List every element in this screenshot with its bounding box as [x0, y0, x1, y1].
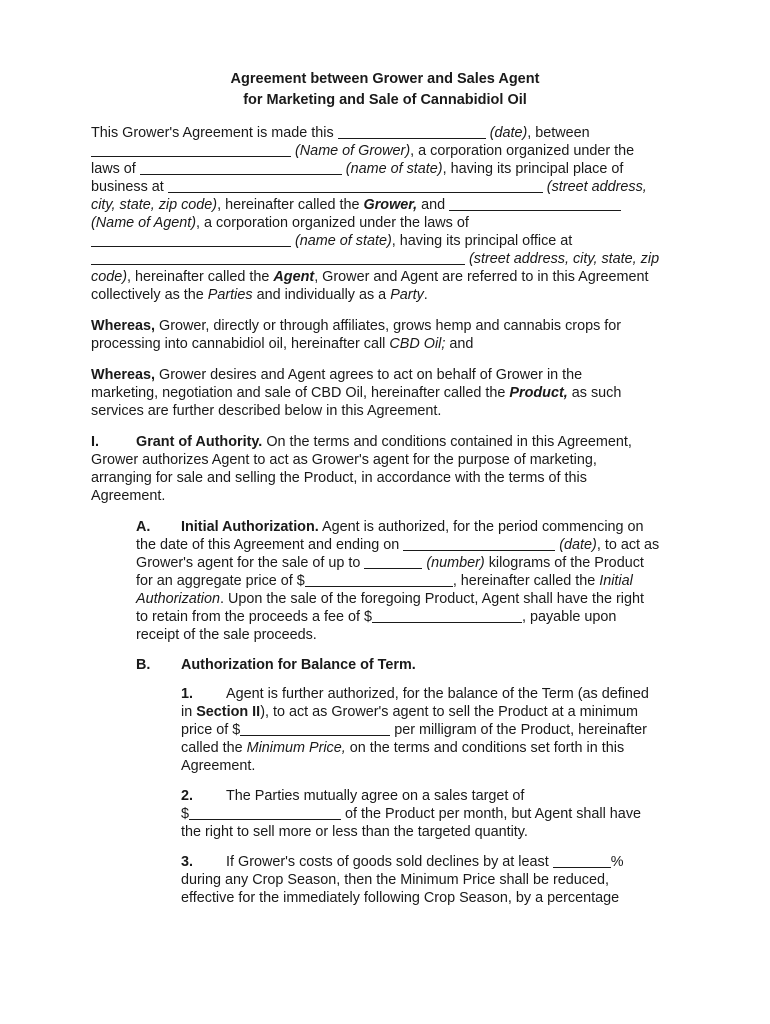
aggregate-price-blank[interactable] — [305, 572, 453, 587]
item-3-line-2: during any Crop Season, then the Minimum Price shall be reduced, — [181, 872, 609, 888]
end-date-blank[interactable] — [403, 536, 555, 551]
intro-line-3: laws of (name of state), having its principal place of — [91, 161, 624, 177]
intro-line-8: (street address, city, state, zip — [91, 250, 659, 268]
fee-blank[interactable] — [372, 608, 522, 623]
section-a-line-4: for an aggregate price of $ , hereinafter called the Initial — [136, 573, 633, 589]
item-2-line-3: the right to sell more or less than the targeted quantity. — [181, 824, 528, 840]
agent-name-blank[interactable] — [449, 196, 621, 211]
grower-state-blank[interactable] — [140, 160, 342, 175]
item-1-line-5: Agreement. — [181, 758, 256, 774]
intro-line-10: collectively as the Parties and individually as a Party. — [91, 287, 428, 303]
agent-state-blank[interactable] — [91, 232, 291, 247]
intro-line-2: (Name of Grower), a corporation organized under the — [91, 142, 634, 160]
intro-line-7: (name of state), having its principal office at — [91, 232, 572, 250]
item-1-line-1: 1. Agent is further authorized, for the balance of the Term (as defined — [181, 686, 649, 702]
section-1-line-3: arranging for sale and selling the Product, in accordance with the terms of this — [91, 470, 587, 486]
title-line-2: for Marketing and Sale of Cannabidiol Oil — [243, 92, 527, 108]
percent-blank[interactable] — [553, 853, 611, 868]
section-1-line-2: Grower authorizes Agent to act as Grower's agent for the purpose of marketing, — [91, 452, 597, 468]
section-a-line-1: A. Initial Authorization. Agent is authorized, for the period commencing on — [136, 519, 644, 535]
title-line-1: Agreement between Grower and Sales Agent — [230, 71, 540, 87]
intro-line-4: business at (street address, — [91, 179, 647, 195]
grower-name-blank[interactable] — [91, 142, 291, 157]
agent-address-blank[interactable] — [91, 250, 465, 265]
date-blank[interactable] — [338, 124, 486, 139]
intro-line-5: city, state, zip code), hereinafter called the Grower, and — [91, 196, 621, 214]
grower-address-blank[interactable] — [168, 178, 543, 193]
whereas-1-line-1: Whereas, Grower, directly or through affiliates, grows hemp and cannabis crops for — [91, 318, 622, 334]
item-3-line-1: 3. If Grower's costs of goods sold declines by at least % — [181, 854, 624, 870]
item-1-line-2: in Section II), to act as Grower's agent to sell the Product at a minimum — [181, 704, 639, 720]
item-2-line-2: $ of the Product per month, but Agent shall have — [181, 806, 642, 822]
section-a-line-2: the date of this Agreement and ending on (date), to act as — [136, 537, 660, 553]
section-1-line-1: I. Grant of Authority. On the terms and conditions contained in this Agreement, — [91, 434, 632, 450]
whereas-2-line-3: services are further described below in this Agreement. — [91, 403, 442, 419]
section-a-line-5: Authorization. Upon the sale of the foregoing Product, Agent shall have the right — [136, 591, 645, 607]
intro-line-9: code), hereinafter called the Agent, Grower and Agent are referred to in this Agreement — [91, 269, 649, 285]
minimum-price-blank[interactable] — [240, 721, 390, 736]
section-1-line-4: Agreement. — [91, 488, 166, 504]
item-1-line-3: price of $ per milligram of the Product, hereinafter — [181, 722, 647, 738]
whereas-1-line-2: processing into cannabidiol oil, hereinafter call CBD Oil; and — [91, 336, 474, 352]
section-a-line-3: Grower's agent for the sale of up to (number) kilograms of the Product — [136, 555, 644, 571]
item-1-line-4: called the Minimum Price, on the terms and conditions set forth in this — [181, 740, 625, 756]
item-3-line-3: effective for the immediately following Crop Season, by a percentage — [181, 890, 620, 906]
sales-target-blank[interactable] — [189, 805, 341, 820]
intro-line-6: (Name of Agent), a corporation organized under the laws of — [91, 215, 469, 231]
section-a-line-7: receipt of the sale proceeds. — [136, 627, 317, 643]
number-blank[interactable] — [364, 554, 422, 569]
whereas-2-line-1: Whereas, Grower desires and Agent agrees to act on behalf of Grower in the — [91, 367, 583, 383]
item-2-line-1: 2. The Parties mutually agree on a sales target of — [181, 788, 525, 804]
section-a-line-6: to retain from the proceeds a fee of $ , payable upon — [136, 609, 617, 625]
intro-line-1: This Grower's Agreement is made this (date), between — [91, 125, 590, 141]
whereas-2-line-2: marketing, negotiation and sale of CBD Oil, hereinafter called the Product, as such — [91, 385, 622, 401]
section-b-heading: B. Authorization for Balance of Term. — [136, 657, 416, 673]
